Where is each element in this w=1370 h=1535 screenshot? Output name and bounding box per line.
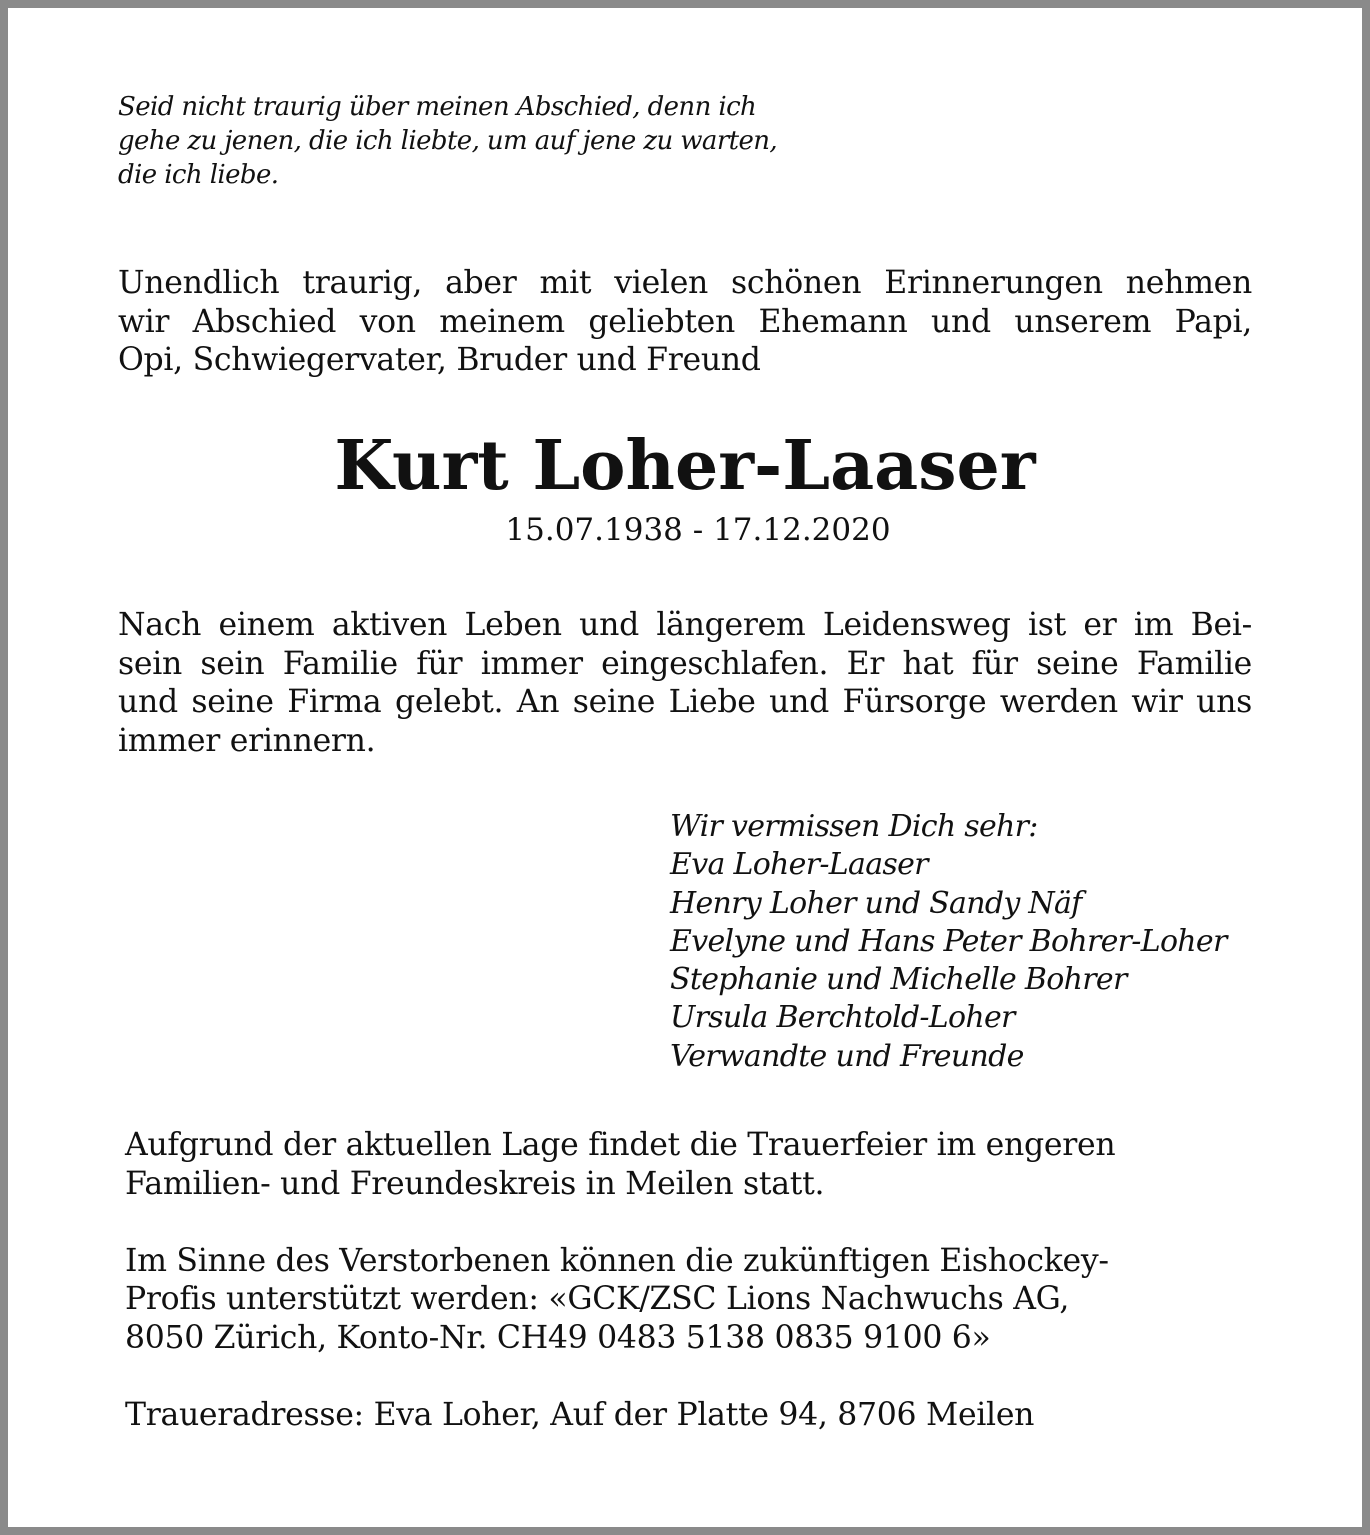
mourner-name: Stephanie und Michelle Bohrer [670, 962, 1127, 998]
biography-paragraph [118, 606, 1252, 760]
mourner-name: Evelyne und Hans Peter Bohrer-Loher [670, 923, 1227, 959]
bio-line: sein sein Familie für immer eingeschlafen. Er hat für seine Familie [118, 645, 1252, 682]
ceremony-note [125, 1126, 1115, 1203]
life-dates: 15.07.1938 - 17.12.2020 [505, 512, 891, 548]
donation-note [125, 1242, 1115, 1358]
mourners-list [670, 808, 1227, 1076]
deceased-name: Kurt Loher-Laaser [334, 426, 1036, 506]
bio-line: Nach einem aktiven Leben und längerem Leidensweg ist er im Bei- [118, 607, 1252, 643]
donation-line: Profis unterstützt werden: «GCK/ZSC Lions Nachwuchs AG, [125, 1281, 1070, 1317]
notes-section [125, 1126, 1115, 1434]
mourner-name: Ursula Berchtold-Loher [670, 1000, 1015, 1036]
intro-line: Unendlich traurig, aber mit vielen schönen Erinnerungen nehmen [118, 265, 1252, 301]
ceremony-line: Aufgrund der aktuellen Lage findet die Trauerfeier im engeren [125, 1127, 1116, 1163]
motto-line: die ich liebe. [118, 160, 279, 190]
mourner-name: Eva Loher-Laaser [670, 847, 928, 883]
ceremony-line: Familien- und Freundeskreis in Meilen statt. [125, 1165, 825, 1202]
bio-line: und seine Firma gelebt. An seine Liebe und Fürsorge werden wir uns [118, 684, 1252, 720]
mourners-heading: Wir vermissen Dich sehr: [670, 809, 1038, 844]
motto-line: Seid nicht traurig über meinen Abschied, denn ich [118, 92, 757, 122]
obituary-page [8, 8, 1362, 1527]
mourner-name: Henry Loher und Sandy Näf [670, 885, 1082, 921]
intro-paragraph [118, 264, 1252, 380]
motto-line: gehe zu jenen, die ich liebte, um auf jene zu warten, [118, 126, 778, 156]
address-line: Traueradresse: Eva Loher, Auf der Platte 94, 8706 Meilen [125, 1396, 1035, 1433]
intro-line: wir Abschied von meinem geliebten Ehemann und unserem Papi, [118, 303, 1252, 340]
mourning-address [125, 1396, 1115, 1435]
motto-quote [118, 90, 777, 192]
bio-line: immer erinnern. [118, 722, 376, 759]
donation-line: 8050 Zürich, Konto-Nr. CH49 0483 5138 0835 9100 6» [125, 1319, 991, 1356]
mourner-name: Verwandte und Freunde [670, 1038, 1024, 1074]
intro-line: Opi, Schwiegervater, Bruder und Freund [118, 342, 761, 378]
donation-line: Im Sinne des Verstorbenen können die zukünftigen Eishockey- [125, 1242, 1109, 1279]
